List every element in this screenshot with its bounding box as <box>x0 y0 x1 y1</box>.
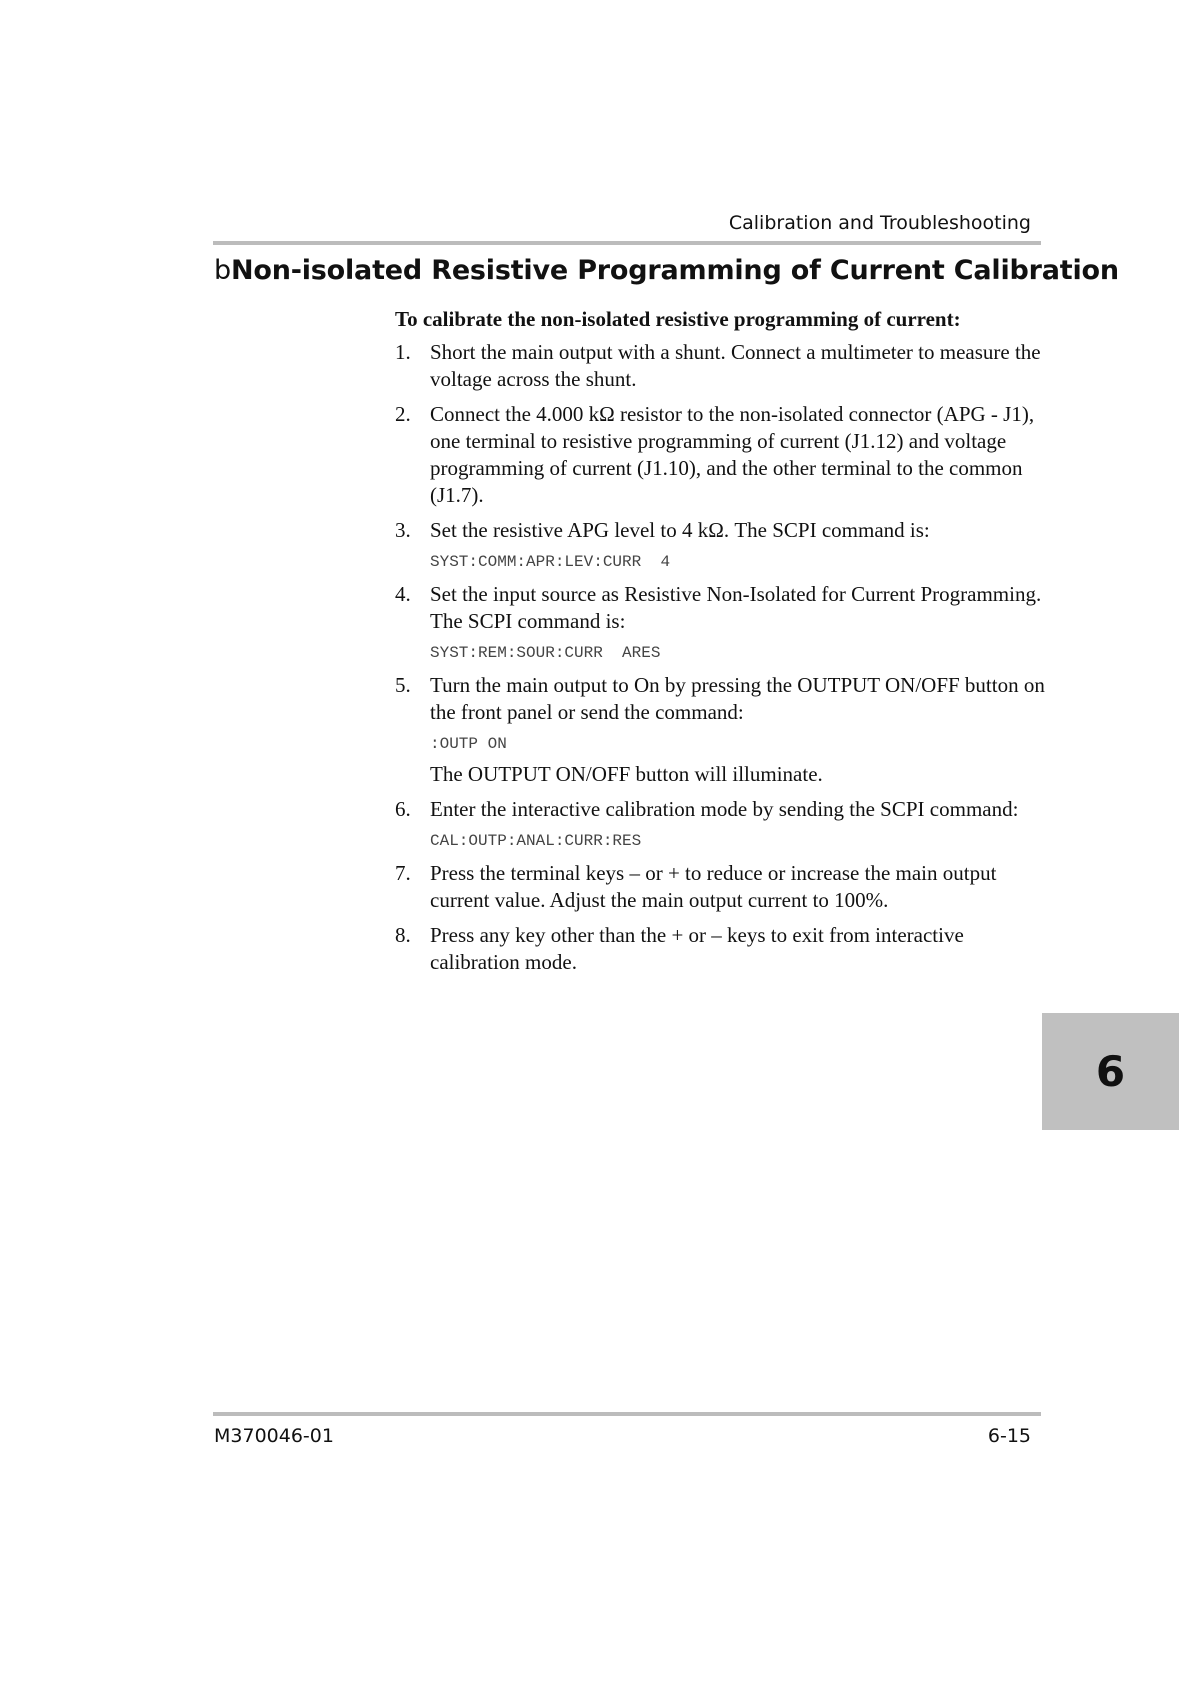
step-text: Press any key other than the + or – keys to exit from interactive calibration mode. <box>430 923 964 974</box>
step-number: 3. <box>395 518 411 542</box>
footer-doc-number: M370046-01 <box>214 1425 334 1447</box>
procedure-step <box>395 517 1045 573</box>
step-text: Set the input source as Resistive Non-Isolated for Current Programming. The SCPI command is: <box>430 582 1042 633</box>
scpi-command: :OUTP ON <box>430 735 507 753</box>
step-number: 6. <box>395 797 411 821</box>
procedure-steps <box>395 339 1045 976</box>
step-text: Connect the 4.000 kΩ resistor to the non-isolated connector (APG - J1), one terminal to resistive programming of current (J1.12) and voltage programming of current (J1.10), and the other terminal to the common (J1.7). <box>430 402 1035 507</box>
step-number: 8. <box>395 923 411 947</box>
section-title <box>214 255 1119 286</box>
step-number: 1. <box>395 340 411 364</box>
step-text: Set the resistive APG level to 4 kΩ. The SCPI command is: <box>430 518 930 542</box>
procedure-step <box>395 860 1045 914</box>
step-number: 2. <box>395 402 411 426</box>
procedure-step <box>395 339 1045 393</box>
footer-divider <box>213 1412 1041 1416</box>
procedure-step <box>395 922 1045 976</box>
scpi-command: SYST:COMM:APR:LEV:CURR 4 <box>430 553 671 571</box>
procedure-step <box>395 672 1045 788</box>
procedure-heading: To calibrate the non-isolated resistive programming of current: <box>395 307 961 331</box>
step-text: Turn the main output to On by pressing the OUTPUT ON/OFF button on the front panel or send the command: <box>430 673 1045 724</box>
section-glyph: b <box>214 255 231 286</box>
procedure-step <box>395 581 1045 664</box>
header-divider <box>213 241 1041 245</box>
step-text: Press the terminal keys – or + to reduce or increase the main output current value. Adjust the main output current to 100%. <box>430 861 997 912</box>
procedure-body <box>395 306 1045 984</box>
chapter-tab <box>1042 1013 1179 1130</box>
running-header-title: Calibration and Troubleshooting <box>728 212 1031 234</box>
section-title-text: Non-isolated Resistive Programming of Current Calibration <box>230 255 1119 286</box>
procedure-step <box>395 796 1045 852</box>
step-text: Enter the interactive calibration mode by sending the SCPI command: <box>430 797 1019 821</box>
scpi-command: SYST:REM:SOUR:CURR ARES <box>430 644 661 662</box>
chapter-number: 6 <box>1095 1047 1126 1096</box>
procedure-step <box>395 401 1045 509</box>
scpi-command: CAL:OUTP:ANAL:CURR:RES <box>430 832 642 850</box>
step-note: The OUTPUT ON/OFF button will illuminate. <box>430 762 823 786</box>
step-text: Short the main output with a shunt. Connect a multimeter to measure the voltage across the shunt. <box>430 340 1041 391</box>
step-number: 5. <box>395 673 411 697</box>
footer-page-number: 6-15 <box>987 1425 1031 1447</box>
step-number: 7. <box>395 861 411 885</box>
step-number: 4. <box>395 582 411 606</box>
